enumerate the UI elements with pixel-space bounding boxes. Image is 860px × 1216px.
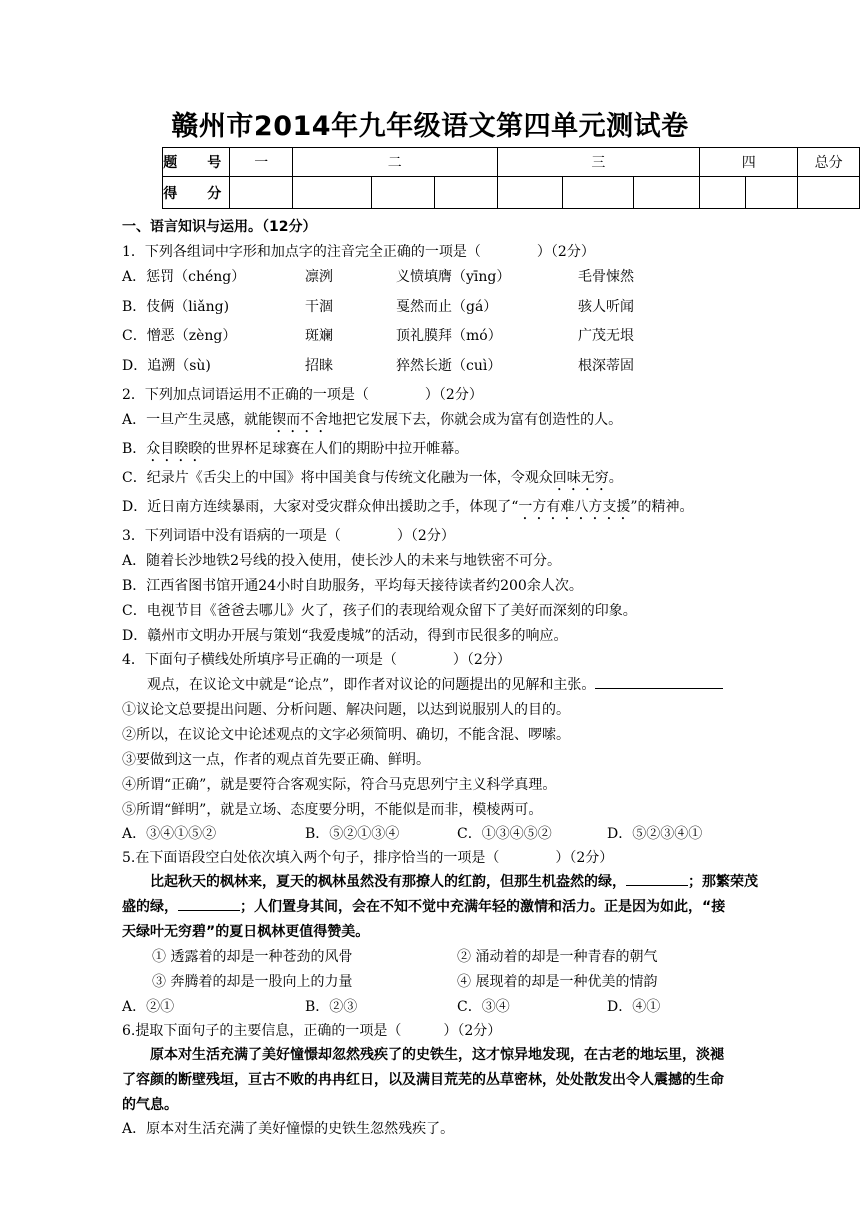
- q1-option-b-2: 干涸: [305, 299, 333, 315]
- q1-stem: 1．下列各组词中字形和加点字的注音完全正确的一项是（ ）（2分）: [122, 244, 595, 260]
- q2-option-a: [122, 409, 622, 436]
- q1-option-a-3: 义愤填膺（yīng）: [396, 269, 511, 285]
- q1-option-b-1: B．伎俩（liǎng): [122, 299, 230, 315]
- q3-option-d: D．赣州市文明办开展与策划“我爱虔城”的活动，得到市民很多的响应。: [122, 628, 568, 644]
- exam-title: 赣州市2014年九年级语文第四单元测试卷: [171, 111, 689, 142]
- q5-choice-4: ④ 展现着的却是一种优美的情韵: [457, 974, 658, 990]
- score-table: [162, 147, 860, 209]
- q5-option-c: C．③④: [457, 999, 510, 1015]
- q5-blank-1: [626, 871, 688, 886]
- q1-option-d-1: D．追溯（sù): [122, 358, 211, 374]
- q2-option-c: [122, 467, 623, 494]
- q2-b-text-end: 的世界杯足球赛在人们的期盼中拉开帷幕。: [202, 441, 469, 457]
- score-cell: [798, 177, 860, 209]
- score-cell: [497, 177, 563, 209]
- score-row-label: 得 分: [163, 177, 230, 209]
- q4-stem: 4．下面句子横线处所填序号正确的一项是（ ）（2分）: [122, 652, 511, 668]
- q1-option-c-2: 斑斓: [305, 328, 333, 344]
- score-cell: [633, 177, 700, 209]
- q2-c-dotted: 回味无穷: [552, 470, 609, 486]
- q6-passage-line-3: 的气息。: [122, 1097, 178, 1113]
- q5-choice-3: ③ 奔腾着的却是一股向上的力量: [152, 974, 353, 990]
- q2-a-dotted: 锲而不舍: [272, 412, 329, 428]
- score-cell: [746, 177, 798, 209]
- q4-option-c: C．①③④⑤②: [457, 826, 552, 842]
- q3-stem: 3．下列词语中没有语病的一项是（ ）（2分）: [122, 528, 455, 544]
- score-cell: [563, 177, 633, 209]
- q4-paragraph-text: 观点，在议论文中就是“论点”，即作者对议论的问题提出的见解和主张。: [147, 677, 596, 693]
- q4-sentence-3: ③要做到这一点，作者的观点首先要正确、鲜明。: [122, 752, 430, 768]
- q1-option-b-4: 骇人听闻: [578, 299, 634, 315]
- q5-option-a: A．②①: [122, 999, 175, 1015]
- q4-sentence-1: ①议论文总要提出问题、分析问题、解决问题，以达到说服别人的目的。: [122, 702, 570, 718]
- q2-d-text: D．近日南方连续暴雨，大家对受灾群众伸出援助之手，体现了“: [122, 499, 519, 515]
- score-header-part1: 一: [230, 148, 293, 177]
- q4-sentence-5: ⑤所谓“鲜明”，就是立场、态度要分明，不能似是而非，模棱两可。: [122, 802, 543, 818]
- q3-option-b: B．江西省图书馆开通24小时自助服务，平均每天接待读者约200余人次。: [122, 578, 583, 594]
- q5-choice-1: ① 透露着的却是一种苍劲的风骨: [152, 949, 353, 965]
- q3-option-c: C．电视节目《爸爸去哪儿》火了，孩子们的表现给观众留下了美好而深刻的印象。: [122, 603, 637, 619]
- q1-option-a-2: 凛洌: [305, 269, 333, 285]
- q1-option-c-4: 广茂无垠: [578, 328, 634, 344]
- q5-passage-line-3: 天绿叶无穷碧”的夏日枫林更值得赞美。: [122, 924, 370, 940]
- q2-option-b: [122, 438, 468, 465]
- score-cell: [230, 177, 293, 209]
- q3-option-a: A．随着长沙地铁2号线的投入使用，使长沙人的未来与地铁密不可分。: [122, 553, 562, 569]
- q2-c-text: C．纪录片《舌尖上的中国》将中国美食与传统文化融为一体，令观众: [122, 470, 553, 486]
- q2-a-text-end: 地把它发展下去，你就会成为富有创造性的人。: [328, 412, 623, 428]
- q5-passage-text: ；那繁荣茂: [688, 874, 758, 890]
- score-header-total: 总分: [798, 148, 860, 177]
- q2-c-text-end: 。: [608, 470, 623, 486]
- q5-choice-2: ② 涌动着的却是一种青春的朝气: [457, 949, 658, 965]
- q2-b-dotted: 众目睽睽: [146, 441, 203, 457]
- q5-passage-line-2: [122, 896, 725, 916]
- score-cell: [700, 177, 746, 209]
- score-cell: [434, 177, 497, 209]
- q4-answer-blank: [595, 674, 723, 689]
- q4-paragraph: [147, 674, 723, 694]
- q5-passage-text: 盛的绿，: [122, 899, 178, 915]
- score-header-part2: 二: [293, 148, 498, 177]
- q5-blank-2: [178, 896, 240, 911]
- q5-stem: 5.在下面语段空白处依次填入两个句子，排序恰当的一项是（ ）（2分）: [122, 850, 614, 866]
- q6-stem: 6.提取下面句子的主要信息，正确的一项是（ ）（2分）: [122, 1023, 502, 1039]
- q2-d-dotted: 一方有难八方支援: [518, 499, 631, 515]
- q2-stem: 2．下列加点词语运用不正确的一项是（ ）（2分）: [122, 387, 483, 403]
- q5-passage-text: ；人们置身其间，会在不知不觉中充满年轻的激情和活力。正是因为如此，“接: [240, 899, 726, 915]
- q5-passage-text: 比起秋天的枫林来，夏天的枫林虽然没有那撩人的红韵，但那生机盎然的绿，: [150, 874, 626, 890]
- q4-option-d: D．⑤②③④①: [607, 826, 703, 842]
- score-header-label: 题 号: [163, 148, 230, 177]
- q4-sentence-4: ④所谓“正确”，就是要符合客观实际，符合马克思列宁主义科学真理。: [122, 777, 557, 793]
- q1-option-c-3: 顶礼膜拜（mó）: [396, 328, 502, 344]
- q1-option-b-3: 戛然而止（gá）: [396, 299, 498, 315]
- q4-option-a: A．③④①⑤②: [122, 826, 217, 842]
- score-cell: [371, 177, 434, 209]
- q1-option-d-3: 猝然长逝（cuì）: [396, 358, 502, 374]
- q2-d-text-end: ”的精神。: [630, 499, 694, 515]
- q4-option-b: B．⑤②①③④: [305, 826, 400, 842]
- q6-passage-line-2: 了容颜的断壁残垣，亘古不败的冉冉红日，以及满目荒芜的丛草密林，处处散发出令人震撼的生命: [122, 1072, 724, 1088]
- q2-option-d: [122, 496, 694, 523]
- q1-option-a-1: A．惩罚（chéng）: [122, 269, 246, 285]
- q2-a-text: A．一旦产生灵感，就能: [122, 412, 273, 428]
- q6-passage-line-1: 原本对生活充满了美好憧憬却忽然残疾了的史铁生，这才惊异地发现，在古老的地坛里，淡褪: [150, 1047, 724, 1063]
- q1-option-a-4: 毛骨悚然: [578, 269, 634, 285]
- q4-sentence-2: ②所以，在议论文中论述观点的文字必须简明、确切，不能含混、啰嗦。: [122, 727, 570, 743]
- section1-header: 一、语言知识与运用。（12分）: [122, 219, 317, 235]
- q1-option-d-2: 招睐: [305, 358, 333, 374]
- q6-option-a: A．原本对生活充满了美好憧憬的史铁生忽然残疾了。: [122, 1121, 455, 1137]
- score-header-part4: 四: [700, 148, 798, 177]
- q5-option-b: B．②③: [305, 999, 358, 1015]
- score-header-part3: 三: [497, 148, 700, 177]
- q1-option-c-1: C．憎恶（zèng）: [122, 328, 237, 344]
- q1-option-d-4: 根深蒂固: [578, 358, 634, 374]
- score-cell: [293, 177, 372, 209]
- q2-b-text: B．: [122, 441, 147, 457]
- q5-passage-line-1: [150, 871, 758, 891]
- q5-option-d: D．④①: [607, 999, 661, 1015]
